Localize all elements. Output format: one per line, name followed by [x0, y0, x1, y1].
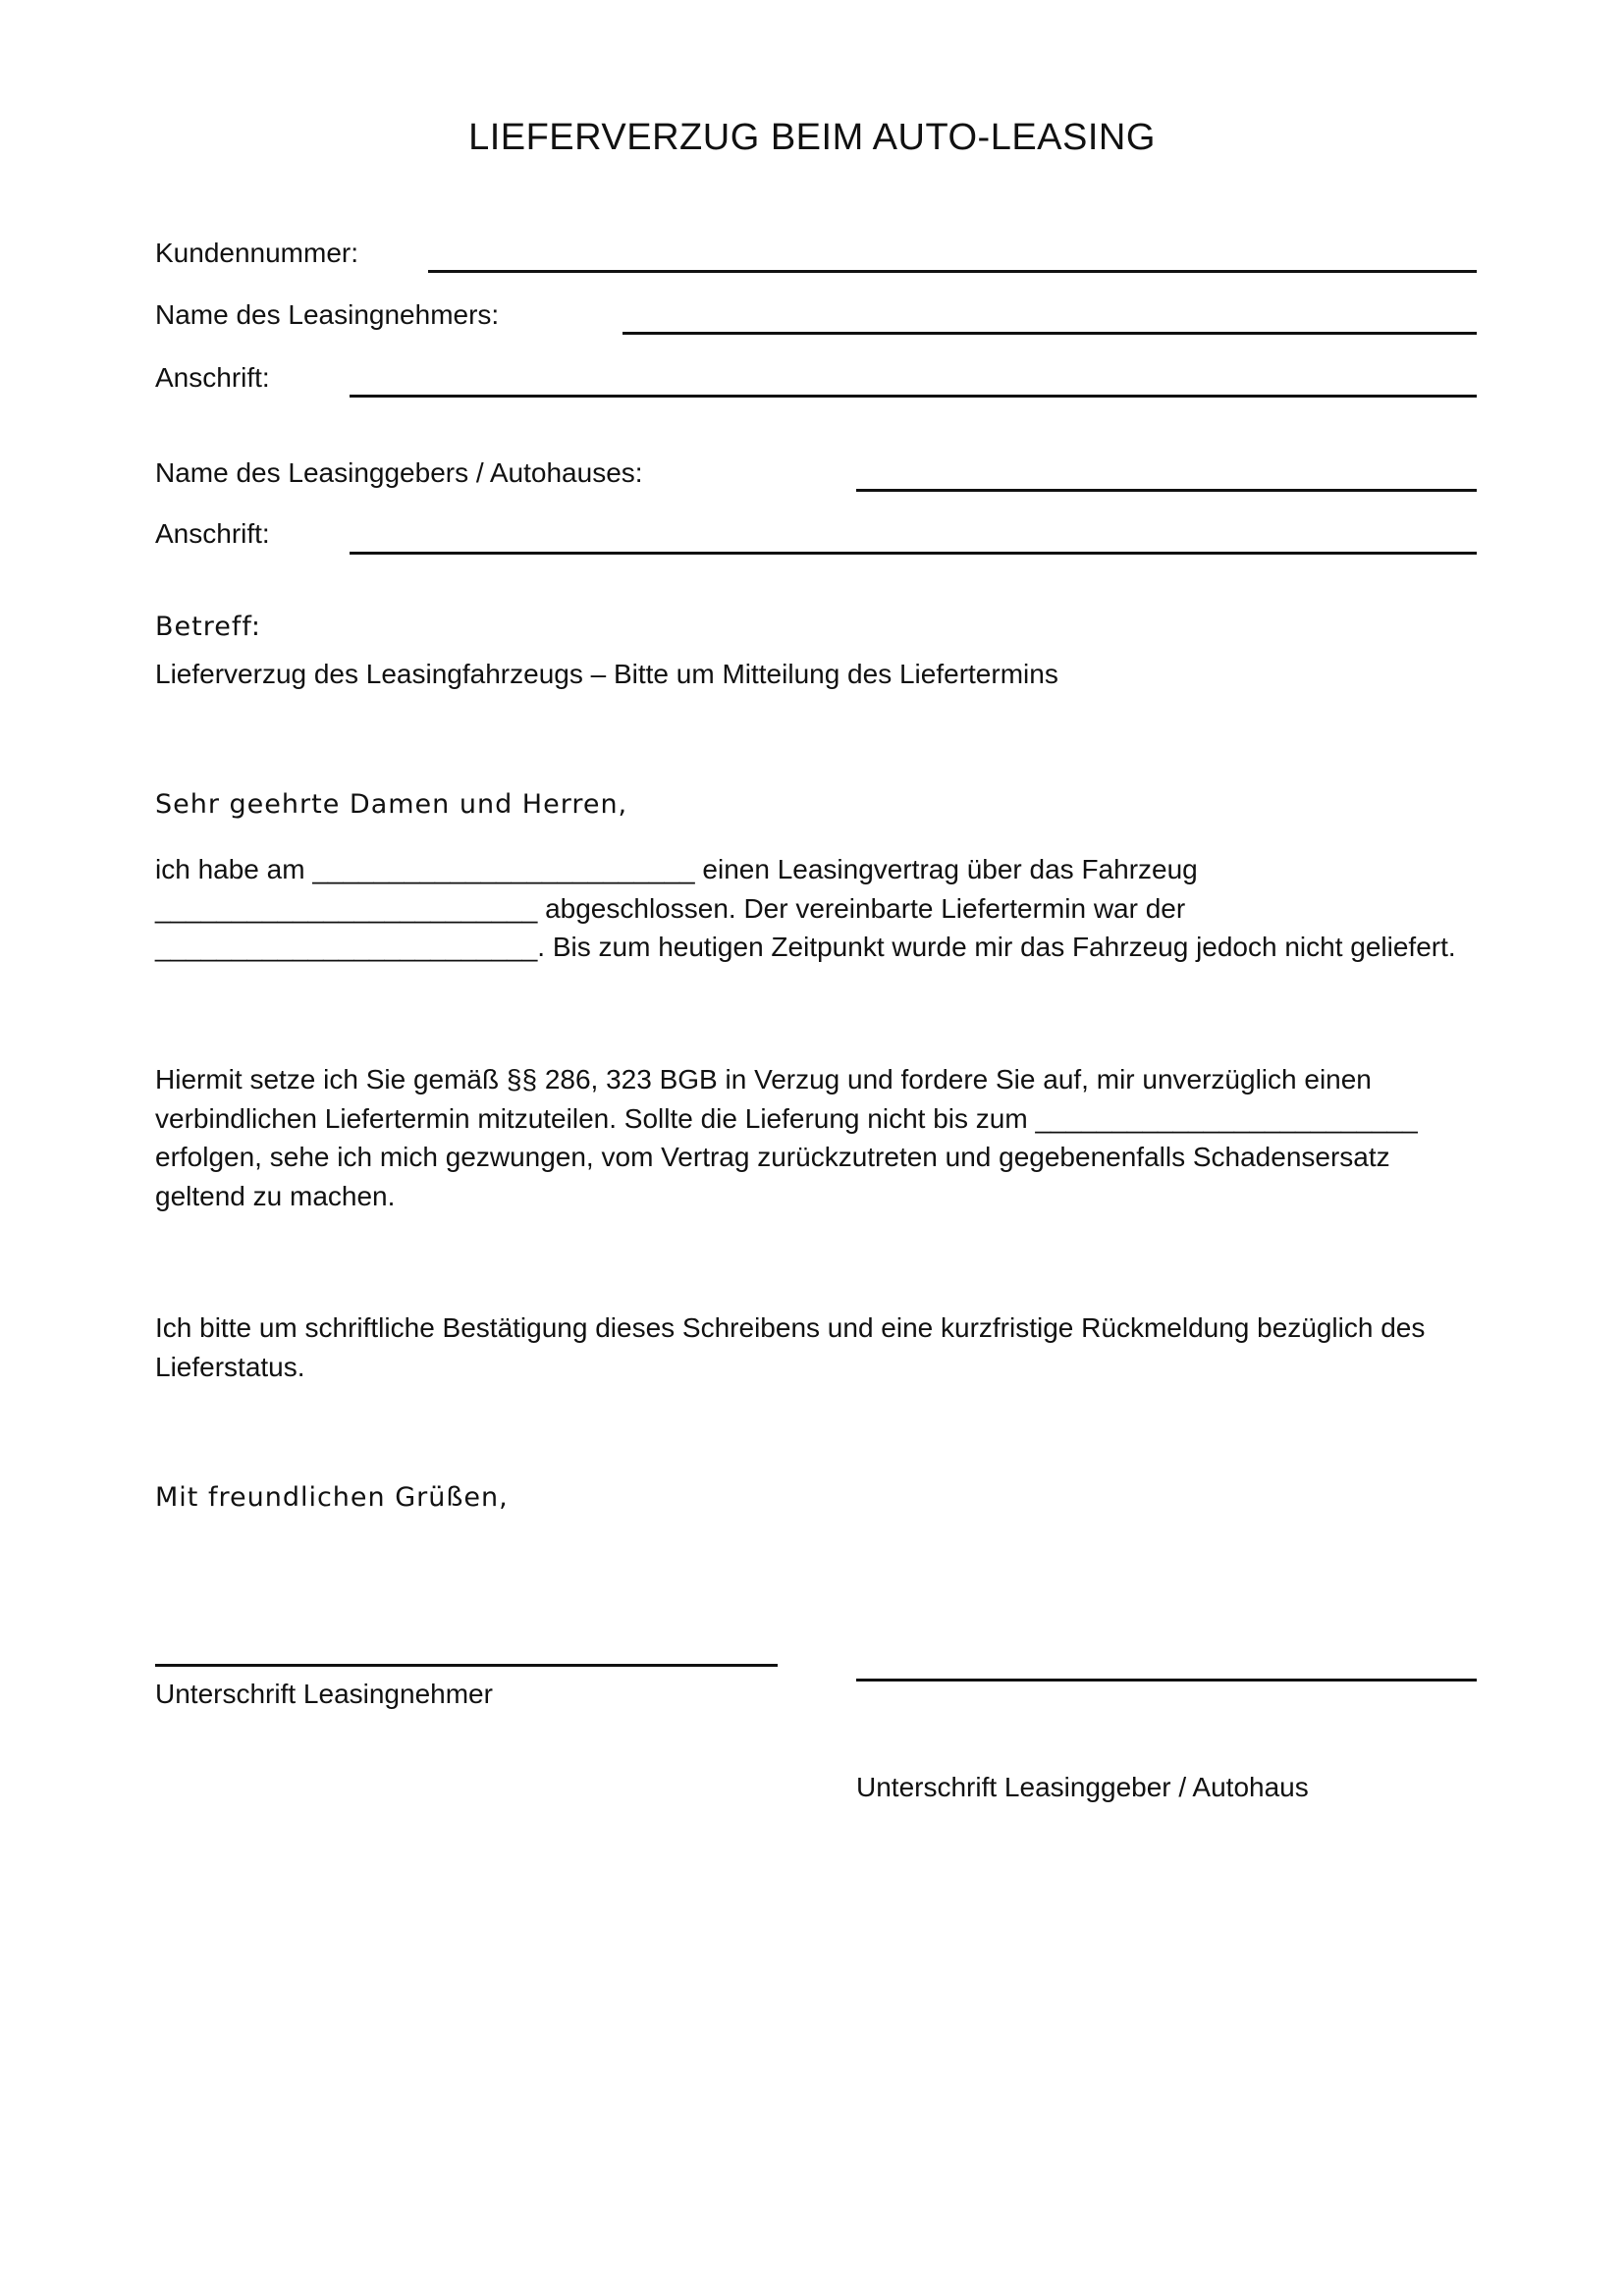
lessee-address-label: Anschrift:	[155, 362, 270, 393]
customer-number-field[interactable]	[428, 240, 1477, 273]
paragraph-contract	[155, 850, 1510, 967]
paragraph-line: geltend zu machen.	[155, 1180, 396, 1211]
lessor-name-label: Name des Leasinggebers / Autohauses:	[155, 457, 643, 488]
salutation: Sehr geehrte Damen und Herren,	[155, 789, 628, 820]
paragraph-confirmation-request	[155, 1308, 1510, 1386]
paragraph-default-notice	[155, 1060, 1510, 1215]
paragraph-line: Hiermit setze ich Sie gemäß §§ 286, 323 BGB in Verzug und fordere Sie auf, mir unverzüglich einen	[155, 1064, 1372, 1095]
paragraph-line: erfolgen, sehe ich mich gezwungen, vom Vertrag zurückzutreten und gegebenenfalls Schadensersatz	[155, 1142, 1390, 1172]
paragraph-line: Lieferstatus.	[155, 1351, 305, 1382]
lessor-address-field[interactable]	[350, 521, 1477, 555]
lessee-name-field[interactable]	[623, 301, 1477, 335]
paragraph-line: _________________________ abgeschlossen. Der vereinbarte Liefertermin war der	[155, 892, 1186, 924]
lessee-signature-line[interactable]	[155, 1664, 778, 1667]
paragraph-line: Ich bitte um schriftliche Bestätigung dieses Schreibens und eine kurzfristige Rückmeldung bezüglich des	[155, 1312, 1426, 1343]
document-title: LIEFERVERZUG BEIM AUTO-LEASING	[468, 117, 1156, 158]
lessee-name-label: Name des Leasingnehmers:	[155, 299, 500, 330]
subject-text: Lieferverzug des Leasingfahrzeugs – Bitte um Mitteilung des Liefertermins	[155, 659, 1058, 689]
lessor-signature-line[interactable]	[856, 1679, 1477, 1682]
lessor-signature-label: Unterschrift Leasinggeber / Autohaus	[856, 1772, 1309, 1802]
customer-number-label: Kundennummer:	[155, 238, 359, 268]
lessor-name-field[interactable]	[856, 458, 1477, 492]
paragraph-line: ich habe am _________________________ einen Leasingvertrag über das Fahrzeug	[155, 854, 1198, 884]
subject-label: Betreff:	[155, 612, 261, 642]
paragraph-line: _________________________. Bis zum heutigen Zeitpunkt wurde mir das Fahrzeug jedoch nicht geliefert.	[155, 932, 1456, 962]
paragraph-line: verbindlichen Liefertermin mitzuteilen. Sollte die Lieferung nicht bis zum _________________________	[155, 1102, 1418, 1134]
lessee-address-field[interactable]	[350, 364, 1477, 398]
lessee-signature-label: Unterschrift Leasingnehmer	[155, 1679, 493, 1709]
lessor-address-label: Anschrift:	[155, 518, 270, 549]
closing: Mit freundlichen Grüßen,	[155, 1482, 509, 1513]
